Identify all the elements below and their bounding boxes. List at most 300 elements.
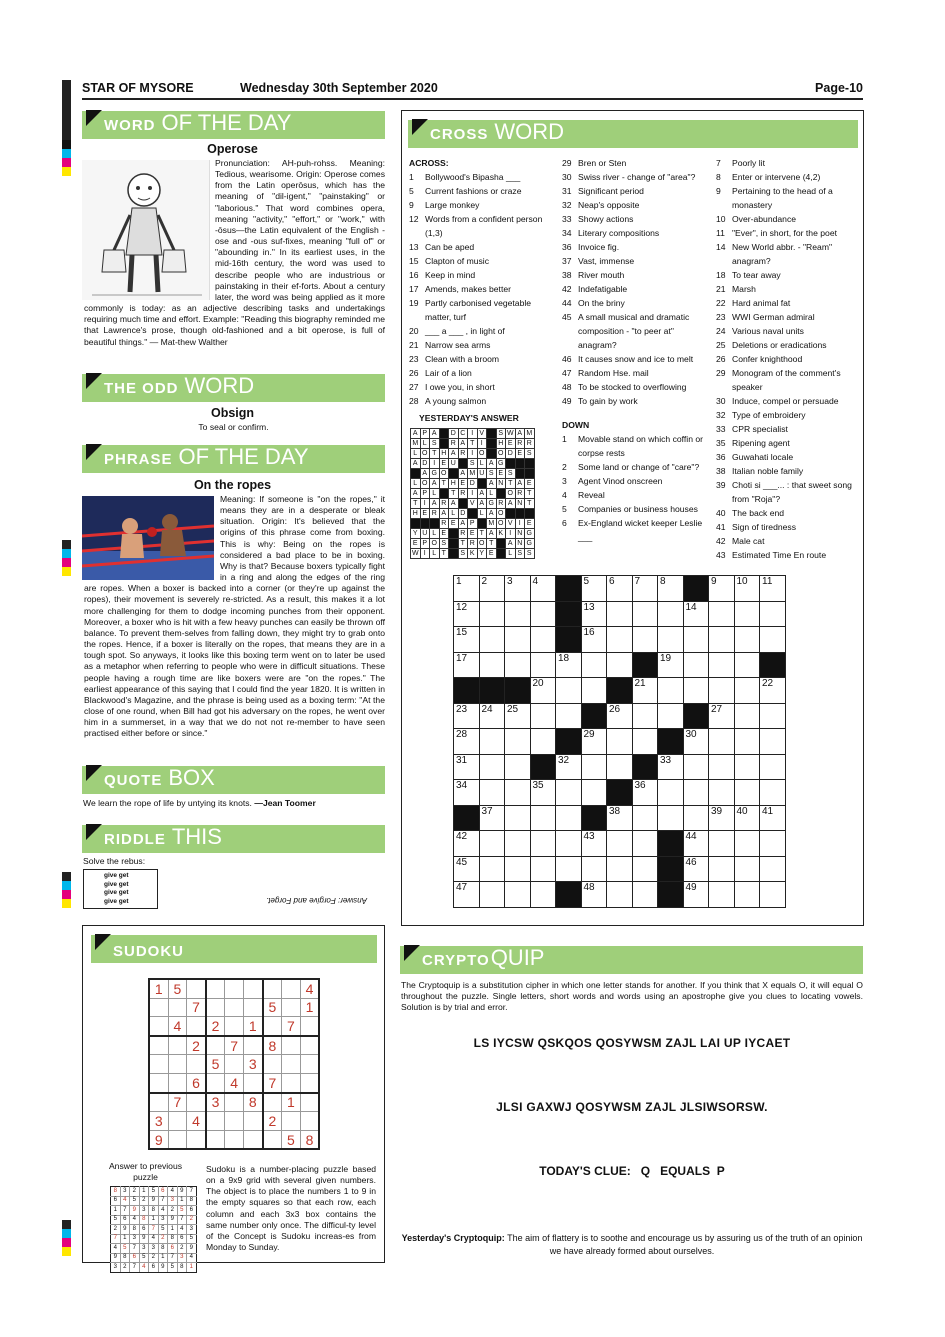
crossword-cell[interactable] — [709, 882, 735, 908]
registration-marks-lower — [62, 872, 71, 908]
crossword-cell[interactable]: 48 — [581, 882, 607, 908]
crossword-cell[interactable]: 18 — [556, 652, 582, 678]
sudoku-answer-cell: 1 — [149, 1215, 159, 1225]
crossword-cell[interactable]: 6 — [607, 576, 633, 602]
sudoku-cell[interactable] — [243, 1036, 262, 1055]
sudoku-cell[interactable]: 2 — [206, 1017, 225, 1036]
crossword-cell[interactable] — [709, 831, 735, 857]
crossword-cell[interactable]: 35 — [530, 780, 556, 806]
crossword-cell[interactable] — [760, 601, 786, 627]
sudoku-cell[interactable] — [206, 979, 225, 998]
crossword-cell[interactable] — [760, 856, 786, 882]
clue-item: 34 Literary compositions — [562, 228, 660, 238]
sudoku-cell[interactable] — [263, 1017, 282, 1036]
crossword-cell[interactable]: 12 — [454, 601, 480, 627]
answer-cell: T — [430, 449, 440, 459]
crossword-cell[interactable]: 40 — [734, 805, 760, 831]
sudoku-cell[interactable] — [225, 998, 244, 1017]
sudoku-cell[interactable] — [149, 1017, 168, 1036]
crossword-cell[interactable]: 45 — [454, 856, 480, 882]
crossword-cell[interactable] — [581, 652, 607, 678]
sudoku-cell[interactable]: 6 — [187, 1073, 206, 1092]
crossword-cell[interactable]: 42 — [454, 831, 480, 857]
sudoku-cell[interactable] — [225, 1055, 244, 1074]
crossword-cell[interactable] — [607, 754, 633, 780]
sudoku-answer-cell: 4 — [149, 1234, 159, 1244]
quote-text — [83, 798, 386, 809]
crossword-cell[interactable] — [632, 882, 658, 908]
crossword-cell[interactable] — [479, 729, 505, 755]
crossword-cell[interactable] — [734, 729, 760, 755]
crossword-cell[interactable]: 1 — [454, 576, 480, 602]
crossword-cell[interactable]: 17 — [454, 652, 480, 678]
crossword-cell[interactable]: 23 — [454, 703, 480, 729]
answer-cell: H — [449, 479, 459, 489]
sudoku-cell[interactable] — [225, 979, 244, 998]
crossword-cell[interactable] — [556, 856, 582, 882]
crossword-cell[interactable] — [505, 856, 531, 882]
odd-word-header — [82, 374, 385, 402]
crossword-cell[interactable] — [530, 729, 556, 755]
answer-cell: T — [439, 549, 449, 559]
sudoku-cell[interactable]: 3 — [206, 1093, 225, 1112]
sudoku-cell[interactable] — [187, 1017, 206, 1036]
sudoku-cell[interactable]: 1 — [300, 998, 319, 1017]
clue-item: 29 Bren or Sten — [562, 158, 627, 168]
crossword-cell[interactable] — [709, 856, 735, 882]
crossword-cell[interactable] — [683, 627, 709, 653]
answer-cell — [458, 459, 468, 469]
crossword-cell[interactable] — [734, 703, 760, 729]
sudoku-cell[interactable]: 8 — [243, 1093, 262, 1112]
rebus-line: give get — [104, 880, 129, 888]
sudoku-cell[interactable] — [243, 998, 262, 1017]
sudoku-cell[interactable]: 7 — [187, 998, 206, 1017]
sudoku-cell[interactable]: 9 — [149, 1130, 168, 1149]
crossword-cell[interactable] — [505, 780, 531, 806]
crossword-cell[interactable] — [658, 601, 684, 627]
crossword-cell[interactable] — [581, 678, 607, 704]
sudoku-cell[interactable]: 7 — [263, 1073, 282, 1092]
across-label: ACROSS: — [409, 158, 449, 168]
crossword-cell — [556, 729, 582, 755]
sudoku-answer-cell: 8 — [111, 1187, 121, 1197]
crossword-cell[interactable] — [709, 652, 735, 678]
crossword-cell[interactable] — [734, 627, 760, 653]
sudoku-cell[interactable] — [187, 1055, 206, 1074]
crossword-cell[interactable] — [734, 882, 760, 908]
crossword-cell[interactable] — [709, 729, 735, 755]
answer-cell — [449, 549, 459, 559]
sudoku-answer-cell: 2 — [139, 1196, 149, 1206]
crossword-cell[interactable]: 43 — [581, 831, 607, 857]
crossword-cell[interactable] — [581, 856, 607, 882]
crossword-cell[interactable] — [632, 831, 658, 857]
sudoku-cell[interactable]: 8 — [263, 1036, 282, 1055]
sudoku-answer-cell: 5 — [168, 1263, 178, 1273]
answer-cell: I — [506, 529, 516, 539]
clue-item: 1 Movable stand on which coffin or corpse rests — [562, 434, 703, 458]
sudoku-cell[interactable] — [149, 1036, 168, 1055]
answer-cell: K — [468, 549, 478, 559]
clue-item: 10 Over-abundance — [716, 214, 797, 224]
sudoku-answer-cell: 8 — [130, 1225, 140, 1235]
sudoku-cell[interactable] — [300, 1112, 319, 1131]
crossword-cell[interactable] — [734, 856, 760, 882]
clue-item: 18 To tear away — [716, 270, 781, 280]
crossword-cell[interactable] — [683, 678, 709, 704]
sudoku-cell[interactable]: 5 — [263, 998, 282, 1017]
crossword-cell[interactable]: 49 — [683, 882, 709, 908]
sudoku-cell[interactable]: 5 — [282, 1130, 301, 1149]
crossword-cell[interactable] — [479, 652, 505, 678]
sudoku-cell[interactable] — [168, 1130, 187, 1149]
sudoku-cell[interactable] — [243, 1130, 262, 1149]
crossword-cell[interactable] — [632, 703, 658, 729]
crossword-cell[interactable]: 39 — [709, 805, 735, 831]
sudoku-answer-cell: 1 — [120, 1234, 130, 1244]
clue-item: 38 Italian noble family — [716, 466, 804, 476]
clue-item: 4 Reveal — [562, 490, 605, 500]
crossword-cell[interactable] — [556, 831, 582, 857]
crossword-cell[interactable] — [530, 627, 556, 653]
sudoku-cell[interactable] — [225, 1112, 244, 1131]
answer-cell: A — [458, 439, 468, 449]
crossword-cell[interactable] — [505, 754, 531, 780]
crossword-cell[interactable] — [530, 601, 556, 627]
crossword-cell[interactable] — [505, 805, 531, 831]
clue-item: 33 CPR specialist — [716, 424, 788, 434]
crossword-cell[interactable]: 8 — [658, 576, 684, 602]
clue-item: 9 Large monkey — [409, 200, 480, 210]
answer-cell: T — [506, 479, 516, 489]
sudoku-cell[interactable]: 4 — [300, 979, 319, 998]
answer-cell: A — [439, 509, 449, 519]
crossword-cell[interactable]: 28 — [454, 729, 480, 755]
sudoku-answer-cell: 7 — [177, 1215, 187, 1225]
crossword-cell[interactable]: 37 — [479, 805, 505, 831]
crossword-cell — [658, 831, 684, 857]
rebus-line: give get — [104, 889, 129, 896]
clue-item: 3 Agent Vinod onscreen — [562, 476, 663, 486]
crossword-cell[interactable] — [632, 627, 658, 653]
crossword-cell[interactable]: 30 — [683, 729, 709, 755]
yesterday-cryptoquip — [401, 1232, 863, 1258]
crossword-cell[interactable] — [632, 729, 658, 755]
sudoku-cell[interactable]: 4 — [168, 1017, 187, 1036]
sudoku-cell[interactable]: 1 — [282, 1093, 301, 1112]
crossword-cell[interactable] — [530, 882, 556, 908]
sudoku-grid[interactable] — [148, 978, 320, 1150]
crossword-cell[interactable] — [479, 882, 505, 908]
crossword-cell[interactable]: 16 — [581, 627, 607, 653]
crossword-cell[interactable] — [530, 703, 556, 729]
crossword-cell[interactable] — [581, 754, 607, 780]
sudoku-cell[interactable] — [282, 1055, 301, 1074]
answer-cell: G — [430, 469, 440, 479]
crossword-cell[interactable] — [479, 780, 505, 806]
crossword-cell[interactable] — [607, 627, 633, 653]
crossword-cell[interactable] — [709, 678, 735, 704]
sudoku-cell[interactable] — [149, 1093, 168, 1112]
sudoku-cell[interactable] — [168, 1055, 187, 1074]
clue-item: 44 On the briny — [562, 298, 625, 308]
crossword-cell[interactable] — [760, 703, 786, 729]
sudoku-cell[interactable] — [243, 1073, 262, 1092]
sudoku-cell[interactable] — [149, 998, 168, 1017]
crossword-cell[interactable]: 3 — [505, 576, 531, 602]
crossword-cell[interactable] — [760, 780, 786, 806]
crossword-cell[interactable] — [734, 831, 760, 857]
crossword-cell[interactable] — [658, 627, 684, 653]
crossword-cell[interactable] — [607, 882, 633, 908]
crossword-grid[interactable] — [453, 575, 786, 908]
sudoku-cell[interactable] — [187, 979, 206, 998]
crossword-cell[interactable]: 4 — [530, 576, 556, 602]
clue-item: 35 Ripening agent — [716, 438, 790, 448]
sudoku-cell[interactable] — [263, 979, 282, 998]
sudoku-cell[interactable] — [187, 1130, 206, 1149]
crossword-cell[interactable]: 38 — [607, 805, 633, 831]
answer-cell — [477, 519, 487, 529]
sudoku-cell[interactable] — [263, 1130, 282, 1149]
sudoku-cell[interactable] — [300, 1055, 319, 1074]
header-word: WORD — [104, 117, 156, 134]
sudoku-cell[interactable]: 5 — [206, 1055, 225, 1074]
crossword-cell[interactable]: 20 — [530, 678, 556, 704]
crossword-cell — [683, 703, 709, 729]
crossword-cell[interactable] — [479, 856, 505, 882]
crossword-cell[interactable] — [607, 831, 633, 857]
sudoku-cell[interactable] — [206, 1036, 225, 1055]
crossword-cell[interactable]: 32 — [556, 754, 582, 780]
sudoku-cell[interactable] — [149, 1073, 168, 1092]
sudoku-cell[interactable] — [282, 1036, 301, 1055]
crossword-cell[interactable]: 14 — [683, 601, 709, 627]
crossword-cell[interactable] — [530, 652, 556, 678]
answer-cell: O — [477, 539, 487, 549]
sudoku-cell[interactable]: 2 — [263, 1112, 282, 1131]
sudoku-cell[interactable] — [206, 998, 225, 1017]
sudoku-cell[interactable] — [149, 1055, 168, 1074]
crossword-cell[interactable]: 5 — [581, 576, 607, 602]
answer-cell: N — [496, 479, 506, 489]
answer-cell — [496, 549, 506, 559]
crossword-cell[interactable]: 2 — [479, 576, 505, 602]
word-of-day-text: Pronunciation: AH-puh-rohss. Meaning: Tedious, wearisome. Origin: Operose comes from the Latin operōsus, which has the meaning of "dil-igent," "painstaking" or "laborious." That word combines opera, meaning "activity," "effort," or "work," with -ōsus—the Latin equivalent of the English -ose and -ous suf-fixes, meaning "full of" or "abounding in." In its earliest uses, in the mid-16th century, the word was used to describe people who are industrious or painstaking in their ef-forts. About a century later, the word was being applied as it more commonly is today: as an adjective describing tasks and undertakings requiring much time and effort. Example: "Reading this biography reminded me that Lawrence's prose, though old-fashioned and a bit operose, is full of beautiful things." — Mat-thew Walther — [84, 158, 385, 347]
answer-cell: L — [430, 489, 440, 499]
crossword-cell[interactable]: 34 — [454, 780, 480, 806]
crossword-cell[interactable] — [658, 780, 684, 806]
crossword-cell[interactable] — [709, 780, 735, 806]
crossword-cell[interactable] — [505, 831, 531, 857]
crossword-cell[interactable] — [479, 627, 505, 653]
sudoku-cell[interactable]: 7 — [168, 1093, 187, 1112]
sudoku-cell[interactable]: 3 — [149, 1112, 168, 1131]
header-crypto: CRYPTO — [422, 952, 490, 969]
crossword-cell[interactable] — [709, 627, 735, 653]
sudoku-answer-cell: 2 — [187, 1215, 197, 1225]
phrase-of-day-title: On the ropes — [193, 478, 272, 492]
crossword-cell[interactable] — [505, 601, 531, 627]
crossword-cell[interactable] — [760, 627, 786, 653]
crossword-cell[interactable] — [607, 652, 633, 678]
crossword-cell[interactable] — [734, 780, 760, 806]
sudoku-cell[interactable] — [206, 1112, 225, 1131]
sudoku-cell[interactable] — [225, 1017, 244, 1036]
corner-triangle-icon — [86, 765, 102, 781]
crossword-cell[interactable] — [709, 754, 735, 780]
crossword-cell[interactable] — [632, 856, 658, 882]
crossword-cell[interactable] — [556, 805, 582, 831]
crossword-cell[interactable]: 29 — [581, 729, 607, 755]
crossword-cell[interactable] — [607, 729, 633, 755]
crossword-cell[interactable] — [734, 652, 760, 678]
sudoku-cell[interactable]: 1 — [149, 979, 168, 998]
sudoku-cell[interactable] — [168, 998, 187, 1017]
sudoku-answer-cell: 6 — [130, 1253, 140, 1263]
sudoku-cell[interactable] — [282, 979, 301, 998]
sudoku-cell[interactable] — [300, 1093, 319, 1112]
sudoku-cell[interactable] — [168, 1073, 187, 1092]
answer-cell: O — [420, 479, 430, 489]
sudoku-cell[interactable] — [243, 979, 262, 998]
crossword-cell[interactable] — [734, 601, 760, 627]
crossword-cell[interactable] — [556, 703, 582, 729]
crossword-cell[interactable]: 31 — [454, 754, 480, 780]
crossword-cell[interactable] — [658, 678, 684, 704]
sudoku-cell[interactable] — [282, 1112, 301, 1131]
crossword-cell[interactable] — [632, 805, 658, 831]
sudoku-cell[interactable] — [300, 1017, 319, 1036]
sudoku-cell[interactable]: 7 — [282, 1017, 301, 1036]
sudoku-cell[interactable] — [300, 1036, 319, 1055]
crossword-cell[interactable] — [530, 831, 556, 857]
crossword-cell[interactable] — [683, 780, 709, 806]
crossword-cell[interactable] — [479, 831, 505, 857]
sudoku-cell[interactable]: 8 — [300, 1130, 319, 1149]
crossword-cell[interactable]: 25 — [505, 703, 531, 729]
crossword-cell[interactable] — [734, 754, 760, 780]
crossword-cell[interactable] — [505, 882, 531, 908]
answer-cell: W — [506, 430, 514, 437]
sudoku-cell[interactable]: 4 — [225, 1073, 244, 1092]
crossword-cell[interactable]: 11 — [760, 576, 786, 602]
crossword-cell[interactable] — [505, 627, 531, 653]
crossword-cell[interactable]: 27 — [709, 703, 735, 729]
answer-cell: T — [439, 479, 449, 489]
sudoku-cell[interactable]: 1 — [243, 1017, 262, 1036]
crossword-cell[interactable] — [709, 601, 735, 627]
crossword-cell[interactable]: 24 — [479, 703, 505, 729]
crossword-cell[interactable] — [760, 754, 786, 780]
sudoku-answer-cell: 1 — [177, 1196, 187, 1206]
sudoku-cell[interactable] — [206, 1073, 225, 1092]
crossword-cell[interactable]: 44 — [683, 831, 709, 857]
sudoku-cell[interactable] — [282, 998, 301, 1017]
crossword-cell[interactable]: 36 — [632, 780, 658, 806]
crossword-cell[interactable]: 26 — [607, 703, 633, 729]
crossword-cell[interactable]: 47 — [454, 882, 480, 908]
crossword-cell[interactable] — [683, 805, 709, 831]
crossword-cell[interactable] — [760, 831, 786, 857]
sudoku-cell[interactable] — [206, 1130, 225, 1149]
sudoku-cell[interactable] — [243, 1112, 262, 1131]
clue-item: 38 River mouth — [562, 270, 625, 280]
crossword-cell[interactable] — [632, 601, 658, 627]
sudoku-cell[interactable] — [300, 1073, 319, 1092]
crossword-cell[interactable]: 22 — [760, 678, 786, 704]
crossword-cell[interactable]: 10 — [734, 576, 760, 602]
sudoku-cell[interactable] — [225, 1093, 244, 1112]
sudoku-answer-cell: 2 — [149, 1253, 159, 1263]
across-clues-col1 — [409, 156, 559, 408]
crossword-cell[interactable] — [734, 678, 760, 704]
crossword-cell[interactable]: 9 — [709, 576, 735, 602]
crossword-cell[interactable] — [683, 754, 709, 780]
sudoku-answer-cell: 4 — [120, 1196, 130, 1206]
crossword-cell[interactable] — [683, 652, 709, 678]
answer-cell: T — [477, 529, 487, 539]
sudoku-cell[interactable] — [168, 1036, 187, 1055]
crossword-cell[interactable] — [530, 856, 556, 882]
answer-cell: L — [430, 529, 440, 539]
answer-cell: D — [468, 479, 478, 489]
crossword-cell[interactable]: 46 — [683, 856, 709, 882]
sudoku-cell[interactable] — [263, 1055, 282, 1074]
crossword-cell[interactable] — [556, 678, 582, 704]
sudoku-cell[interactable] — [187, 1093, 206, 1112]
sudoku-cell[interactable]: 7 — [225, 1036, 244, 1055]
crossword-cell[interactable]: 7 — [632, 576, 658, 602]
crossword-cell[interactable]: 19 — [658, 652, 684, 678]
sudoku-answer-cell: 4 — [130, 1215, 140, 1225]
crossword-cell[interactable] — [760, 882, 786, 908]
phrase-of-day-text: Meaning: If someone is "on the ropes," it means they are in a desperate or bleak situation. Origin: It's believed that the origins of this phrase come from boxing. This is why: Being on the ropes is considered a bad place to be in boxing. Why is that? Because boxers typically fight in a ring and along the edges of the ring are ropes. When a boxer is backed into a corner (or they're up against the ropes), their movement is severely re-stricted. As a result, this makes it a lot more challenging for them to dodge incoming punches from their opponent. Moreover, a boxer who is hit with a few heavy punches can easily be thrown off balance. To prevent them-selves from falling down, they might try to grab onto the ropes. Hence, if a boxer is literally on the ropes, that means they are in a tough spot. So anyways, it looks like this boxing term went on to later be used as a metaphor when referring to people who were in difficult situations. These people having a rough time are like boxers were are "on the ropes." The earliest appearance of this saying that I could find the year 1820. It is written in Blackwood's Magazine, and the phrase is being used as a boxing term: "At the close of one round, when Bill had got his adversary on the ropes, he went over him in a summerset, in a way that we do not not re-member to have seen practised either before or since." — [84, 494, 385, 739]
sudoku-cell[interactable]: 2 — [187, 1036, 206, 1055]
crossword-cell[interactable]: 41 — [760, 805, 786, 831]
crossword-cell[interactable] — [581, 780, 607, 806]
crossword-cell[interactable] — [505, 729, 531, 755]
sudoku-cell[interactable]: 4 — [187, 1112, 206, 1131]
crossword-cell[interactable] — [658, 805, 684, 831]
crossword-cell[interactable] — [607, 856, 633, 882]
crossword-cell[interactable]: 33 — [658, 754, 684, 780]
crossword-cell[interactable] — [760, 729, 786, 755]
answer-cell: L — [411, 449, 421, 459]
clue-item: 26 Lair of a lion — [409, 368, 472, 378]
sudoku-cell[interactable]: 3 — [243, 1055, 262, 1074]
crossword-cell[interactable] — [479, 754, 505, 780]
crossword-cell[interactable] — [479, 601, 505, 627]
crossword-cell[interactable] — [556, 780, 582, 806]
sudoku-cell[interactable] — [168, 1112, 187, 1131]
crossword-cell[interactable] — [530, 805, 556, 831]
sudoku-cell[interactable] — [225, 1130, 244, 1149]
answer-cell: L — [477, 509, 487, 519]
sudoku-cell[interactable]: 5 — [168, 979, 187, 998]
answer-cell: R — [515, 489, 525, 499]
crossword-cell[interactable]: 21 — [632, 678, 658, 704]
crossword-cell[interactable]: 15 — [454, 627, 480, 653]
sudoku-cell[interactable] — [282, 1073, 301, 1092]
crossword-cell[interactable]: 13 — [581, 601, 607, 627]
sudoku-cell[interactable] — [263, 1093, 282, 1112]
answer-cell: L — [411, 479, 421, 489]
crossword-cell[interactable] — [505, 652, 531, 678]
crossword-cell[interactable] — [607, 601, 633, 627]
crossword-cell[interactable] — [658, 703, 684, 729]
